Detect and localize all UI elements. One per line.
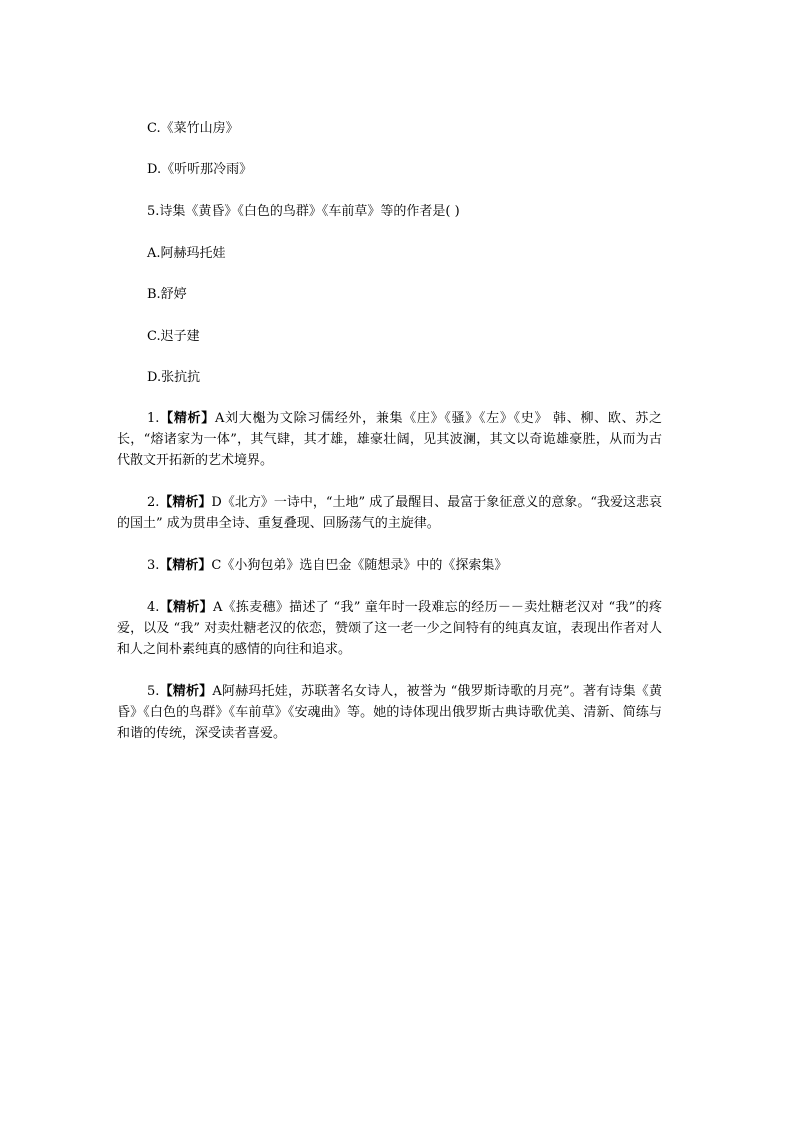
answer-explanation-1 (117, 408, 662, 471)
answer-number: 3. (147, 558, 160, 573)
question-4-option-d: D.《听听那冷雨》 (147, 162, 253, 177)
answer-text: A《拣麦穗》描述了 “我” 童年时一段难忘的经历－－卖灶糖老汉对 “我”的疼爱，以及 “我” 对卖灶糖老汉的依恋，赞颂了这一老一少之间特有的纯真友谊，表现出作者对人和人之间朴素纯真的感情的向往和追求。 (117, 600, 662, 657)
answer-text: D《北方》一诗中，“土地” 成了最醒目、最富于象征意义的意象。“我爱这悲哀的国土” 成为贯串全诗、重复叠现、回肠荡气的主旋律。 (117, 495, 662, 531)
answer-number: 2. (147, 495, 160, 510)
answer-explanation-4 (117, 597, 662, 660)
question-5-stem: 5.诗集《黄昏》《白色的鸟群》《车前草》等的作者是( ) (147, 204, 460, 219)
answer-tag: 【精析】 (159, 411, 215, 426)
answer-explanation-2 (117, 492, 662, 534)
question-5-option-b: B.舒婷 (147, 287, 187, 302)
answer-number: 5. (147, 684, 160, 699)
answer-number: 1. (147, 411, 160, 426)
answer-tag: 【精析】 (159, 600, 213, 615)
answer-text: A刘大櫆为文除习儒经外，兼集《庄》《骚》《左》《史》 韩、柳、欧、苏之长，“熔诸家为一体”，其气肆，其才雄，雄豪壮阔，见其波澜，其文以奇诡雄豪胜，从而为古代散文开拓新的艺术境界。 (117, 411, 662, 468)
answer-tag: 【精析】 (159, 495, 212, 510)
question-5-option-a: A.阿赫玛托娃 (147, 246, 226, 261)
answer-explanation-5 (117, 681, 662, 744)
question-5-option-d: D.张抗抗 (147, 370, 201, 385)
answer-text: A阿赫玛托娃，苏联著名女诗人，被誉为 “俄罗斯诗歌的月亮”。著有诗集《黄昏》《白色的鸟群》《车前草》《安魂曲》等。她的诗体现出俄罗斯古典诗歌优美、清新、简练与和谐的传统，深受读者喜爱。 (117, 684, 662, 741)
question-5-option-c: C.迟子建 (147, 329, 200, 344)
answer-tag: 【精析】 (159, 684, 213, 699)
answer-text: C《小狗包弟》选自巴金《随想录》中的《探索集》 (211, 558, 508, 573)
question-4-option-c: C.《菜竹山房》 (147, 121, 239, 136)
answer-tag: 【精析】 (159, 558, 212, 573)
answer-explanation-3 (117, 555, 662, 576)
answer-number: 4. (147, 600, 160, 615)
